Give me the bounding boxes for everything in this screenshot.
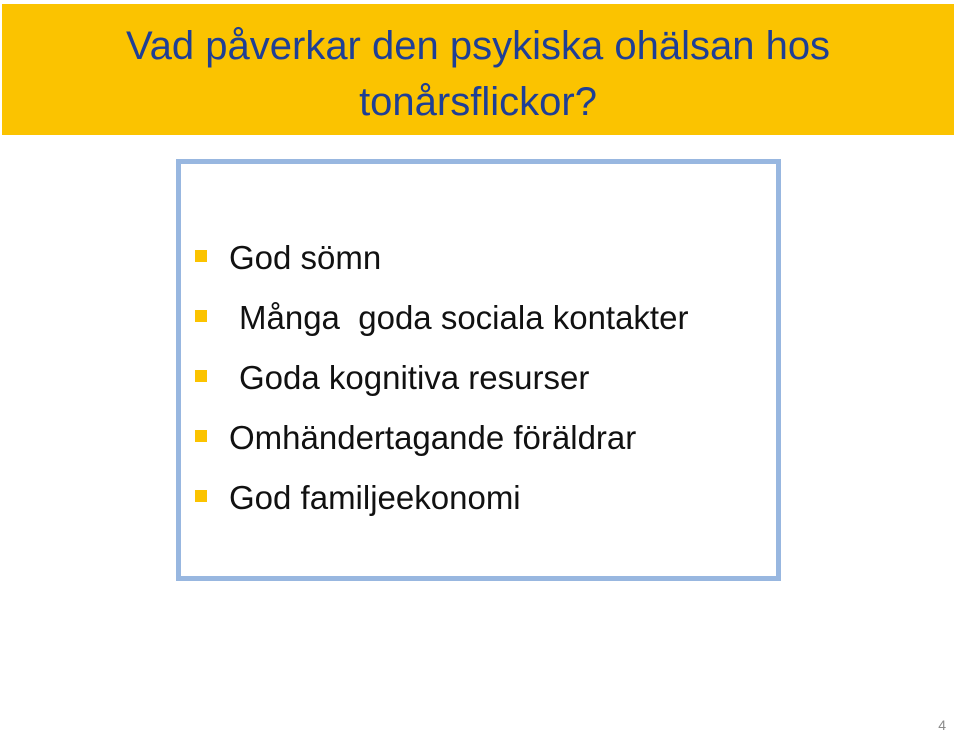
bullet-text: Många goda sociala kontakter bbox=[239, 299, 689, 336]
square-bullet-icon bbox=[195, 430, 207, 442]
page-number: 4 bbox=[938, 717, 946, 733]
square-bullet-icon bbox=[195, 370, 207, 382]
content-box bbox=[176, 159, 781, 581]
slide-title: Vad påverkar den psykiska ohälsan hos tonårsflickor? bbox=[125, 24, 831, 124]
square-bullet-icon bbox=[195, 310, 207, 322]
bullet-text: Omhändertagande föräldrar bbox=[229, 419, 637, 456]
bullet-text: Goda kognitiva resurser bbox=[239, 359, 590, 396]
square-bullet-icon bbox=[195, 250, 207, 262]
title-banner bbox=[2, 4, 954, 135]
bullet-text: God sömn bbox=[229, 239, 382, 276]
square-bullet-icon bbox=[195, 490, 207, 502]
bullet-text: God familjeekonomi bbox=[229, 479, 521, 516]
